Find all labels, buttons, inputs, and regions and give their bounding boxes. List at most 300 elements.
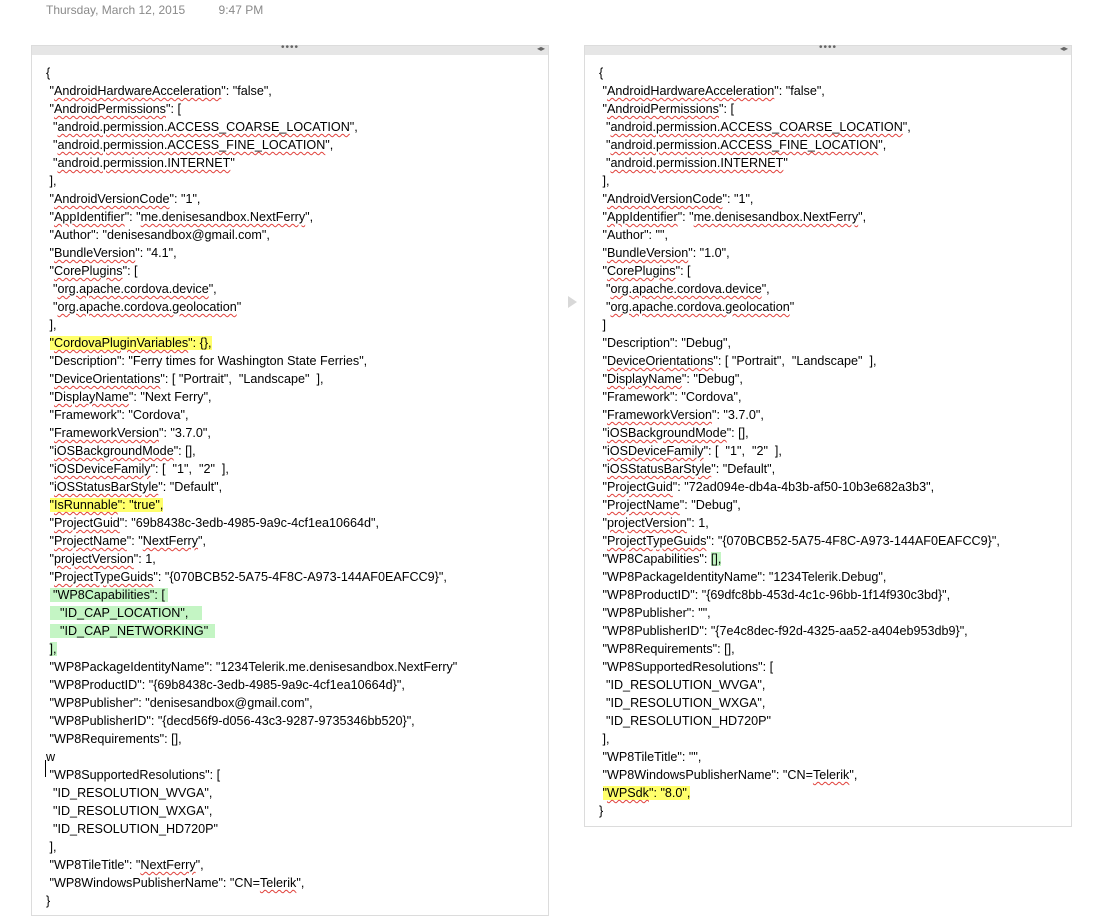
code-segment: ": " <box>677 210 694 224</box>
code-line[interactable] <box>46 154 542 172</box>
code-segment: " <box>599 192 607 206</box>
code-segment: ] <box>599 318 606 332</box>
code-segment: iOSStatusBarStyle <box>53 480 159 494</box>
container-arrow-icon <box>568 296 577 308</box>
code-segment: ": "Default", <box>158 480 223 494</box>
code-segment: " <box>46 120 58 134</box>
code-line[interactable] <box>599 406 1065 424</box>
code-line[interactable] <box>46 442 542 460</box>
json-text-block[interactable] <box>46 64 542 910</box>
code-segment: "WP8Requirements": [], <box>599 642 735 656</box>
code-line[interactable] <box>46 514 542 532</box>
code-segment: " <box>599 480 607 494</box>
code-segment: "WP8Capabilities": <box>599 552 711 566</box>
code-segment: ": "Next Ferry", <box>128 390 212 404</box>
code-segment: ProjectTypeGuids <box>53 570 154 584</box>
code-line[interactable] <box>46 334 542 352</box>
code-segment: " <box>599 354 607 368</box>
code-line[interactable] <box>599 802 1065 820</box>
code-line[interactable] <box>599 298 1065 316</box>
code-segment <box>46 606 50 620</box>
code-segment: DeviceOrientations <box>606 354 714 368</box>
code-line[interactable] <box>599 550 1065 568</box>
code-line[interactable] <box>46 712 542 730</box>
code-segment: ": "8.0", <box>648 786 691 800</box>
code-segment: " <box>46 264 54 278</box>
code-segment: ", <box>858 210 867 224</box>
code-segment: "WP8Requirements": [], <box>46 732 182 746</box>
code-segment: android.permission.ACCESS_FINE_LOCATION <box>610 138 879 152</box>
code-segment: { <box>599 66 604 80</box>
code-line[interactable] <box>599 694 1065 712</box>
code-segment <box>46 498 50 512</box>
code-line[interactable] <box>599 262 1065 280</box>
code-line[interactable] <box>599 244 1065 262</box>
code-line[interactable] <box>599 604 1065 622</box>
code-line[interactable] <box>599 82 1065 100</box>
code-segment: " <box>236 300 242 314</box>
code-line[interactable] <box>599 316 1065 334</box>
code-line[interactable] <box>46 244 542 262</box>
code-segment: "WP8PackageIdentityName": "1234Telerik.me.denisesandbox.NextFerry" <box>46 660 458 674</box>
code-segment: " <box>783 156 788 170</box>
code-line[interactable] <box>46 460 542 478</box>
code-line[interactable] <box>46 586 542 604</box>
code-segment: " <box>46 462 54 476</box>
code-segment: " <box>49 498 54 512</box>
code-line[interactable] <box>46 424 542 442</box>
code-segment: ProjectName <box>53 534 127 548</box>
code-segment: " <box>230 156 235 170</box>
code-segment: ": [ "1", "2" ], <box>703 444 782 458</box>
code-segment: " <box>599 138 611 152</box>
code-segment: iOSBackgroundMode <box>606 426 727 440</box>
code-segment: "ID_RESOLUTION_HD720P" <box>599 714 772 728</box>
code-segment: "WP8PublisherID": "{7e4c8dec-f92d-4325-aa52-a404eb953db9}", <box>599 624 968 638</box>
code-segment: AndroidHardwareAcceleration <box>53 84 222 98</box>
code-line[interactable] <box>46 172 542 190</box>
code-segment: "ID_RESOLUTION_WXGA", <box>599 696 766 710</box>
code-segment: FrameworkVersion <box>606 408 712 422</box>
code-line[interactable] <box>599 658 1065 676</box>
code-segment: ": "{070BCB52-5A75-4F8C-A973-144AF0EAFCC9}", <box>706 534 1000 548</box>
code-segment: " <box>46 84 54 98</box>
code-line[interactable] <box>46 406 542 424</box>
code-line[interactable] <box>599 424 1065 442</box>
code-segment: ": "1.0", <box>688 246 730 260</box>
resize-grip-icon[interactable]: •••• <box>818 42 838 53</box>
resize-grip-icon[interactable]: •••• <box>280 42 300 53</box>
code-line[interactable] <box>599 442 1065 460</box>
code-line[interactable] <box>599 712 1065 730</box>
container-title-bar[interactable] <box>32 42 548 55</box>
code-line[interactable] <box>46 766 542 784</box>
code-segment: "Framework": "Cordova", <box>599 390 742 404</box>
json-text-block[interactable] <box>599 64 1065 820</box>
code-line[interactable] <box>599 622 1065 640</box>
code-segment: CordovaPluginVariables <box>53 336 189 350</box>
code-segment: "WP8ProductID": "{69dfc8bb-453d-4c1c-96bb-1f14f930c3bd}", <box>599 588 951 602</box>
code-segment: " <box>599 426 607 440</box>
code-segment: ": [], <box>726 426 749 440</box>
code-line[interactable] <box>46 532 542 550</box>
code-segment: " <box>599 444 607 458</box>
code-segment: iOSBackgroundMode <box>53 444 174 458</box>
code-segment <box>46 588 50 602</box>
code-segment: " <box>599 516 607 530</box>
code-segment: "Description": "Ferry times for Washington State Ferries", <box>46 354 368 368</box>
code-segment: " <box>46 300 58 314</box>
code-segment: " <box>599 372 607 386</box>
code-segment: " <box>46 138 58 152</box>
code-segment: "WP8Publisher": "denisesandbox@gmail.com", <box>46 696 313 710</box>
code-segment: "Description": "Debug", <box>599 336 731 350</box>
code-segment: "ID_RESOLUTION_WVGA", <box>599 678 766 692</box>
note-header <box>46 3 263 17</box>
code-line[interactable] <box>46 82 542 100</box>
code-line[interactable] <box>46 658 542 676</box>
code-segment: org.apache.cordova.geolocation <box>610 300 790 314</box>
code-line[interactable] <box>599 478 1065 496</box>
code-line[interactable] <box>599 460 1065 478</box>
code-line[interactable] <box>599 154 1065 172</box>
code-line[interactable] <box>46 190 542 208</box>
code-segment: "ID_RESOLUTION_HD720P" <box>46 822 219 836</box>
code-line[interactable] <box>46 496 542 514</box>
code-segment: ": "{070BCB52-5A75-4F8C-A973-144AF0EAFCC9}", <box>153 570 447 584</box>
code-segment: ": "Default", <box>711 462 776 476</box>
code-line[interactable] <box>599 334 1065 352</box>
code-segment: ": [], <box>173 444 196 458</box>
code-segment: ], <box>46 174 57 188</box>
code-segment: ", <box>198 534 206 548</box>
code-segment: " <box>46 210 54 224</box>
code-segment: DisplayName <box>53 390 129 404</box>
code-segment: iOSDeviceFamily <box>606 444 704 458</box>
code-line[interactable] <box>46 820 542 838</box>
code-segment <box>599 786 603 800</box>
code-segment: org.apache.cordova.device <box>57 282 209 296</box>
code-line[interactable] <box>46 838 542 856</box>
code-segment: " <box>46 372 54 386</box>
code-segment: " <box>46 426 54 440</box>
code-line[interactable] <box>46 550 542 568</box>
code-segment: ": {}, <box>188 336 212 350</box>
code-line[interactable] <box>46 676 542 694</box>
code-segment: ": "3.7.0", <box>158 426 211 440</box>
code-segment: } <box>46 894 51 908</box>
code-segment: ", <box>305 210 314 224</box>
code-line[interactable] <box>599 100 1065 118</box>
code-segment: " <box>49 336 54 350</box>
note-time: 9:47 PM <box>218 3 264 17</box>
code-segment: ": "4.1", <box>135 246 177 260</box>
code-segment: iOSStatusBarStyle <box>606 462 712 476</box>
code-line[interactable] <box>599 766 1065 784</box>
code-segment: "Author": "", <box>599 228 668 242</box>
code-line[interactable] <box>599 136 1065 154</box>
code-segment: NextFerry <box>140 858 196 872</box>
code-segment <box>46 642 50 656</box>
code-line[interactable] <box>599 532 1065 550</box>
code-segment: ProjectGuid <box>53 516 120 530</box>
code-line[interactable] <box>599 226 1065 244</box>
code-segment: AndroidHardwareAcceleration <box>606 84 775 98</box>
code-segment <box>46 336 50 350</box>
code-segment: ], <box>46 318 57 332</box>
code-segment: android.permission.ACCESS_COARSE_LOCATION <box>610 120 903 134</box>
code-segment: ", <box>878 138 887 152</box>
code-line[interactable] <box>599 748 1065 766</box>
code-line[interactable] <box>46 262 542 280</box>
code-segment: " <box>599 498 607 512</box>
code-segment: "ID_CAP_LOCATION", <box>49 606 203 620</box>
code-line[interactable] <box>599 118 1065 136</box>
code-line[interactable] <box>599 676 1065 694</box>
code-line[interactable] <box>46 352 542 370</box>
code-line[interactable] <box>599 730 1065 748</box>
code-line[interactable] <box>599 208 1065 226</box>
code-line[interactable] <box>46 856 542 874</box>
code-line[interactable] <box>46 388 542 406</box>
code-segment: ], <box>599 732 610 746</box>
code-segment: ProjectTypeGuids <box>606 534 707 548</box>
code-segment: org.apache.cordova.device <box>610 282 762 296</box>
code-segment: ": "1", <box>722 192 754 206</box>
code-segment: "WP8WindowsPublisherName": "CN= <box>46 876 260 890</box>
code-segment: CorePlugins <box>606 264 676 278</box>
code-line[interactable] <box>46 802 542 820</box>
code-line[interactable] <box>46 694 542 712</box>
code-segment: ": 1, <box>133 552 156 566</box>
code-line[interactable] <box>46 208 542 226</box>
code-segment: ", <box>902 120 911 134</box>
code-segment <box>46 624 50 638</box>
expand-arrows-icon[interactable]: ◂▸ <box>536 44 545 53</box>
code-segment: WPSdk <box>606 786 649 800</box>
code-line[interactable] <box>46 874 542 892</box>
code-line[interactable] <box>46 298 542 316</box>
code-segment: " <box>599 120 611 134</box>
code-segment: android.permission.INTERNET <box>57 156 231 170</box>
code-segment: ": "false", <box>221 84 272 98</box>
expand-arrows-icon[interactable]: ◂▸ <box>1059 44 1068 53</box>
code-line[interactable] <box>46 730 542 748</box>
code-segment: "WP8SupportedResolutions": [ <box>46 768 221 782</box>
code-line[interactable] <box>46 640 542 658</box>
code-segment: BundleVersion <box>606 246 689 260</box>
code-segment: w <box>46 750 56 764</box>
code-segment: "WP8Capabilities": [ <box>49 588 169 602</box>
code-line[interactable] <box>599 352 1065 370</box>
code-line[interactable] <box>599 568 1065 586</box>
code-segment: android.permission.INTERNET <box>610 156 784 170</box>
code-segment: me.denisesandbox.NextFerry <box>693 210 859 224</box>
code-line[interactable] <box>46 226 542 244</box>
code-segment: ": "1", <box>169 192 201 206</box>
code-line[interactable] <box>46 604 542 622</box>
code-segment: " <box>599 408 607 422</box>
code-segment: " <box>46 282 58 296</box>
code-segment: ", <box>325 138 334 152</box>
code-segment: " <box>599 282 611 296</box>
code-segment: " <box>46 156 58 170</box>
code-line[interactable] <box>46 280 542 298</box>
code-segment: " <box>599 210 607 224</box>
code-segment: "WP8PackageIdentityName": "1234Telerik.Debug", <box>599 570 887 584</box>
code-segment: "WP8Publisher": "", <box>599 606 711 620</box>
code-line[interactable] <box>46 316 542 334</box>
code-segment: "WP8SupportedResolutions": [ <box>599 660 774 674</box>
code-line[interactable] <box>599 190 1065 208</box>
note-container-right[interactable] <box>584 42 1072 827</box>
code-segment: ": " <box>124 210 141 224</box>
code-segment: ": [ <box>122 264 138 278</box>
code-line[interactable] <box>599 496 1065 514</box>
code-segment: AppIdentifier <box>53 210 125 224</box>
code-segment: org.apache.cordova.geolocation <box>57 300 237 314</box>
code-segment: } <box>599 804 604 818</box>
code-segment: " <box>599 534 607 548</box>
code-segment: ": " <box>126 534 143 548</box>
code-segment: "WP8PublisherID": "{decd56f9-d056-43c3-9287-9735346bb520}", <box>46 714 415 728</box>
code-segment: " <box>599 84 607 98</box>
code-segment: " <box>599 300 611 314</box>
code-segment: iOSDeviceFamily <box>53 462 151 476</box>
code-segment: ], <box>599 174 610 188</box>
code-segment: ": "Debug", <box>679 498 741 512</box>
code-line[interactable] <box>46 100 542 118</box>
code-segment: ": [ "1", "2" ], <box>150 462 229 476</box>
code-line[interactable] <box>599 514 1065 532</box>
code-segment: ": [ "Portrait", "Landscape" ], <box>160 372 324 386</box>
code-segment: [], <box>710 552 722 566</box>
note-container-left[interactable] <box>31 42 549 916</box>
code-segment: ", <box>296 876 305 890</box>
code-segment: NextFerry <box>142 534 199 548</box>
code-segment: me.denisesandbox.NextFerry <box>140 210 306 224</box>
code-line[interactable] <box>599 586 1065 604</box>
code-segment: " <box>599 264 607 278</box>
code-segment: ": "3.7.0", <box>711 408 764 422</box>
code-segment: DeviceOrientations <box>53 372 161 386</box>
code-line[interactable] <box>46 478 542 496</box>
code-segment: android.permission.ACCESS_FINE_LOCATION <box>57 138 326 152</box>
code-line[interactable] <box>46 64 542 82</box>
code-segment: ": [ "Portrait", "Landscape" ], <box>713 354 877 368</box>
code-segment: AppIdentifier <box>606 210 678 224</box>
code-segment: ": "false", <box>774 84 825 98</box>
code-segment: " <box>46 390 54 404</box>
code-line[interactable] <box>46 568 542 586</box>
code-segment: " <box>46 534 54 548</box>
code-segment: ": [ <box>165 102 181 116</box>
code-segment: ProjectGuid <box>606 480 673 494</box>
code-segment: " <box>602 786 607 800</box>
code-line[interactable] <box>599 784 1065 802</box>
code-segment: ", <box>208 282 217 296</box>
text-cursor <box>45 760 46 777</box>
code-segment: ", <box>349 120 358 134</box>
code-segment: AndroidPermissions <box>606 102 719 116</box>
code-segment: Telerik <box>259 876 297 890</box>
code-segment: " <box>789 300 795 314</box>
code-segment: " <box>46 102 54 116</box>
code-line[interactable] <box>599 640 1065 658</box>
code-segment: ", <box>195 858 204 872</box>
code-line[interactable] <box>46 118 542 136</box>
code-segment: DisplayName <box>606 372 682 386</box>
code-segment: " <box>599 462 607 476</box>
code-line[interactable] <box>599 388 1065 406</box>
code-segment: ": "69b8438c-3edb-4985-9a9c-4cf1ea10664d", <box>119 516 379 530</box>
code-segment: FrameworkVersion <box>53 426 159 440</box>
code-segment: "Framework": "Cordova", <box>46 408 189 422</box>
code-line[interactable] <box>46 136 542 154</box>
code-segment: AndroidVersionCode <box>606 192 723 206</box>
code-segment: " <box>46 480 54 494</box>
code-segment: ": "true", <box>117 498 164 512</box>
code-segment: "ID_RESOLUTION_WVGA", <box>46 786 213 800</box>
code-segment: ], <box>49 642 57 656</box>
code-segment: " <box>599 156 611 170</box>
code-segment: ": [ <box>675 264 691 278</box>
code-segment: ": "Debug", <box>681 372 743 386</box>
code-segment: projectVersion <box>53 552 134 566</box>
code-segment: BundleVersion <box>53 246 136 260</box>
code-segment: " <box>46 552 54 566</box>
code-segment: ], <box>46 840 57 854</box>
code-line[interactable] <box>46 892 542 910</box>
code-line[interactable] <box>599 280 1065 298</box>
code-line[interactable] <box>46 622 542 640</box>
container-title-bar[interactable] <box>585 42 1071 55</box>
code-segment: ": [ <box>718 102 734 116</box>
note-date: Thursday, March 12, 2015 <box>46 3 186 17</box>
code-segment: ": 1, <box>686 516 709 530</box>
code-line[interactable] <box>599 64 1065 82</box>
code-segment: ProjectName <box>606 498 680 512</box>
code-segment: projectVersion <box>606 516 687 530</box>
code-segment: "WP8TileTitle": " <box>46 858 141 872</box>
code-segment: android.permission.ACCESS_COARSE_LOCATION <box>57 120 350 134</box>
code-segment: IsRunnable <box>53 498 118 512</box>
code-segment: ", <box>849 768 858 782</box>
code-segment: AndroidVersionCode <box>53 192 170 206</box>
code-segment: "WP8TileTitle": "", <box>599 750 702 764</box>
code-line[interactable] <box>599 370 1065 388</box>
code-segment: " <box>46 192 54 206</box>
code-segment: "ID_RESOLUTION_WXGA", <box>46 804 213 818</box>
code-segment: ": "72ad094e-db4a-4b3b-af50-10b3e682a3b3", <box>672 480 935 494</box>
code-segment: "WP8ProductID": "{69b8438c-3edb-4985-9a9c-4cf1ea10664d}", <box>46 678 405 692</box>
code-segment: CorePlugins <box>53 264 123 278</box>
code-segment: AndroidPermissions <box>53 102 166 116</box>
code-segment: "WP8WindowsPublisherName": "CN= <box>599 768 813 782</box>
code-line[interactable] <box>599 172 1065 190</box>
code-segment: "ID_CAP_NETWORKING" <box>49 624 216 638</box>
code-segment: " <box>46 246 54 260</box>
code-segment: " <box>46 444 54 458</box>
code-line[interactable] <box>46 784 542 802</box>
code-line[interactable] <box>46 748 542 766</box>
code-segment: " <box>599 102 607 116</box>
code-line[interactable] <box>46 370 542 388</box>
code-segment: { <box>46 66 51 80</box>
code-segment: Telerik <box>812 768 850 782</box>
code-segment: " <box>46 516 54 530</box>
code-segment: "Author": "denisesandbox@gmail.com", <box>46 228 270 242</box>
